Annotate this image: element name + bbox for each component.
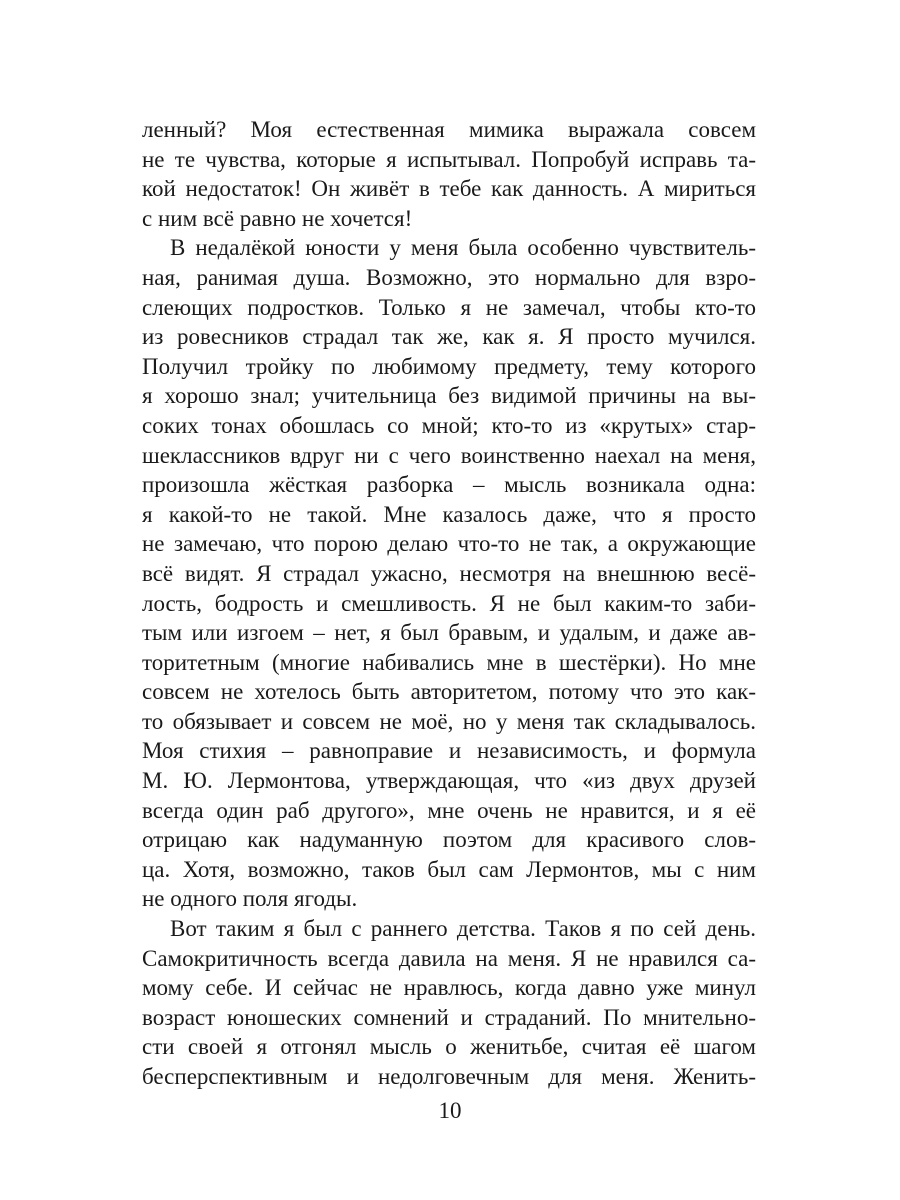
- text-line: В недалёкой юности у меня была особенно чувствитель-: [170, 235, 756, 261]
- text-line: Вот таким я был с раннего детства. Таков я по сей день.: [170, 916, 756, 942]
- text-line: из ровесников страдал так же, как я. Я просто мучился.: [142, 324, 756, 350]
- text-line: соких тонах обошлась со мной; кто-то из «крутых» стар-: [142, 412, 756, 438]
- text-line: ца. Хотя, возможно, таков был сам Лермонтов, мы с ним: [142, 856, 756, 882]
- text-line: ная, ранимая душа. Возможно, это нормально для взро-: [142, 264, 756, 290]
- text-line: Моя стихия – равноправие и независимость, и формула: [142, 738, 756, 764]
- page-number: 10: [438, 1098, 462, 1123]
- paragraph-2: [142, 233, 756, 914]
- text-line: кой недостаток! Он живёт в тебе как данность. А мириться: [142, 176, 756, 202]
- text-line: тым или изгоем – нет, я был бравым, и удалым, и даже ав-: [142, 620, 756, 646]
- text-line: М. Ю. Лермонтова, утверждающая, что «из двух друзей: [142, 768, 756, 794]
- text-line: сти своей я отгонял мысль о женитьбе, считая её шагом: [142, 1034, 756, 1060]
- text-line: возраст юношеских сомнений и страданий. По мнительно-: [142, 1004, 756, 1030]
- text-line: то обязывает и совсем не моё, но у меня так складывалось.: [142, 708, 756, 734]
- text-line: не те чувства, которые я испытывал. Попробуй исправь та-: [142, 146, 756, 172]
- text-line: я какой-то не такой. Мне казалось даже, что я просто: [142, 501, 756, 527]
- text-line: совсем не хотелось быть авторитетом, потому что это как-: [142, 679, 756, 705]
- text-line: не одного поля ягоды.: [142, 886, 358, 912]
- text-line: ленный? Моя естественная мимика выражала совсем: [142, 117, 756, 142]
- text-line: с ним всё равно не хочется!: [142, 205, 413, 231]
- text-line: бесперспективным и недолговечным для меня. Женить-: [142, 1064, 756, 1089]
- text-line: отрицаю как надуманную поэтом для красивого слов-: [142, 827, 756, 853]
- text-line: всегда один раб другого», мне очень не нравится, и я её: [142, 797, 756, 823]
- text-line: шеклассников вдруг ни с чего воинственно наехал на меня,: [142, 442, 756, 468]
- text-line: торитетным (многие набивались мне в шестёрки). Но мне: [142, 649, 756, 675]
- text-line: Самокритичность всегда давила на меня. Я не нравился са-: [142, 945, 756, 971]
- paragraph-3: [142, 914, 756, 1092]
- text-line: Получил тройку по любимому предмету, тему которого: [142, 353, 756, 379]
- text-line: я хорошо знал; учительница без видимой причины на вы-: [142, 383, 756, 409]
- text-line: не замечаю, что порою делаю что-то не так, а окружающие: [142, 531, 756, 557]
- body-text: [142, 115, 756, 1092]
- text-line: всё видят. Я страдал ужасно, несмотря на внешнюю весё-: [142, 560, 756, 586]
- paragraph-1: [142, 115, 756, 233]
- text-line: мому себе. И сейчас не нравлюсь, когда давно уже минул: [142, 975, 756, 1001]
- text-line: слеющих подростков. Только я не замечал, чтобы кто-то: [142, 294, 756, 320]
- text-line: лость, бодрость и смешливость. Я не был каким-то заби-: [142, 590, 756, 616]
- text-line: произошла жёсткая разборка – мысль возникала одна:: [142, 472, 756, 498]
